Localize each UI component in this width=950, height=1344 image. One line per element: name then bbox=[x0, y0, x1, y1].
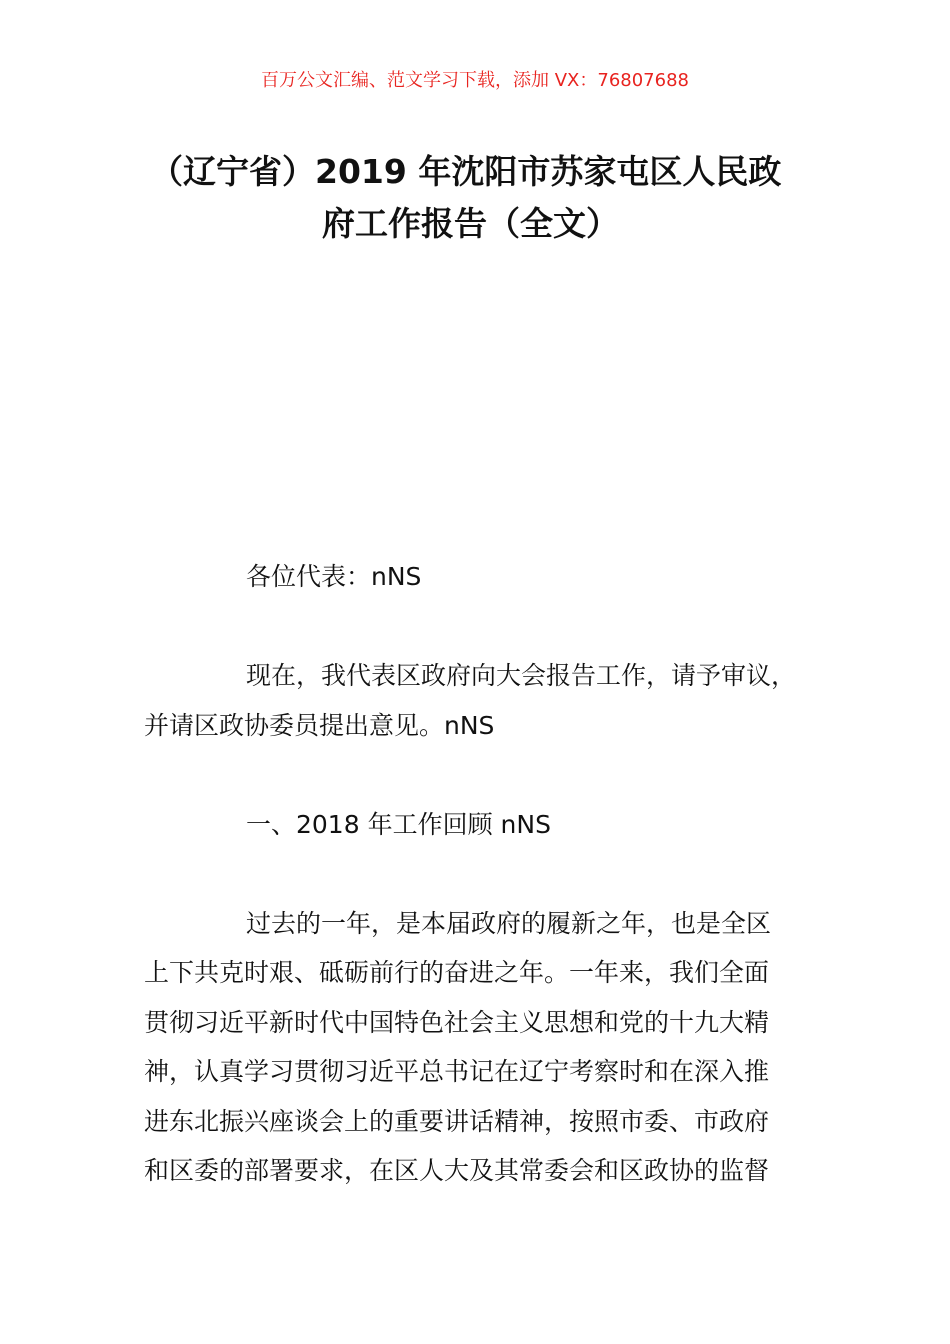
paragraph-line: 进东北振兴座谈会上的重要讲话精神，按照市委、市政府 bbox=[144, 1106, 770, 1136]
paragraph-line: 一、2018 年工作回顾 nNS bbox=[246, 809, 551, 839]
paragraph-line: 现在，我代表区政府向大会报告工作，请予审议， bbox=[246, 661, 797, 690]
document-title bbox=[150, 146, 810, 250]
document-body bbox=[144, 552, 834, 1196]
opening-paragraph bbox=[144, 651, 834, 750]
title-line-2: 府工作报告（全文） bbox=[322, 204, 619, 243]
title-line-1: （辽宁省）2019 年沈阳市苏家屯区人民政 bbox=[150, 152, 782, 191]
paragraph-line: 过去的一年，是本届政府的履新之年，也是全区 bbox=[246, 908, 772, 938]
salutation-paragraph bbox=[144, 552, 834, 602]
paragraph-line: 上下共克时艰、砥砺前行的奋进之年。一年来，我们全面 bbox=[144, 958, 770, 987]
review-paragraph bbox=[144, 899, 834, 1196]
watermark-header-note: 百万公文汇编、范文学习下载，添加 VX：76807688 bbox=[261, 70, 689, 91]
paragraph-line: 并请区政协委员提出意见。nNS bbox=[144, 710, 495, 740]
paragraph-line: 神，认真学习贯彻习近平总书记在辽宁考察时和在深入推 bbox=[144, 1057, 770, 1086]
paragraph-line: 和区委的部署要求，在区人大及其常委会和区政协的监督 bbox=[144, 1156, 770, 1185]
paragraph-line: 各位代表：nNS bbox=[246, 562, 422, 591]
section-heading bbox=[144, 800, 834, 850]
paragraph-line: 贯彻习近平新时代中国特色社会主义思想和党的十九大精 bbox=[144, 1007, 770, 1037]
